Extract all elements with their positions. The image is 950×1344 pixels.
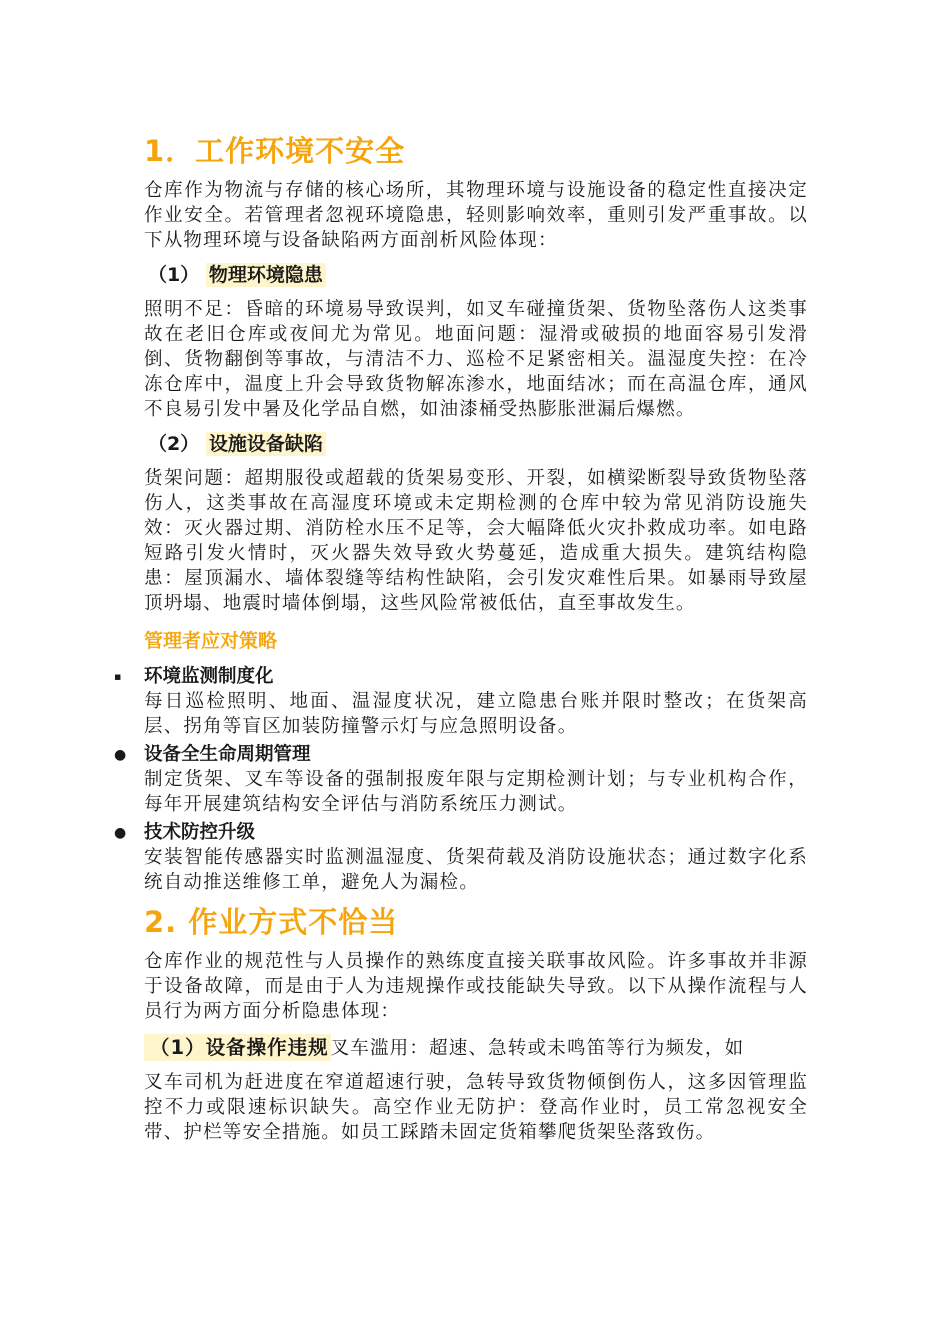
square-bullet-icon: ▪ — [114, 670, 122, 683]
strategy-title: 管理者应对策略 — [144, 630, 278, 652]
section-2-intro: 仓库作业的规范性与人员操作的熟练度直接关联事故风险。许多事故并非源于设备故障，而是由于人为违规操作或技能缺失导致。以下从操作流程与人员行为两方面分析隐患体现： — [144, 951, 808, 1022]
strategy-item-body: 安装智能传感器实时监测温湿度、货架荷载及消防设施状态；通过数字化系统自动推送维修工单，避免人为漏检。 — [144, 847, 808, 893]
round-bullet-icon: ● — [114, 825, 127, 841]
section-1-title: 1．工作环境不安全 — [144, 134, 406, 168]
subsection-2-1-inline-text: 叉车滥用：超速、急转或未鸣笛等行为频发，如 — [330, 1038, 745, 1059]
round-bullet-icon: ● — [114, 747, 127, 763]
subsection-2-1-heading — [144, 1034, 808, 1063]
section-2-title: 2. 作业方式不恰当 — [144, 905, 399, 939]
subsection-1-1-body: 照明不足：昏暗的环境易导致误判，如叉车碰撞货架、货物坠落伤人这类事故在老旧仓库或夜间尤为常见。地面问题：湿滑或破损的地面容易引发滑倒、货物翻倒等事故，与清洁不力、巡检不足紧密相关。温湿度失控：在冷冻仓库中，温度上升会导致货物解冻渗水，地面结冰；而在高温仓库，通风不良易引发中暑及化学品自燃，如油漆桶受热膨胀泄漏后爆燃。 — [144, 299, 808, 420]
strategy-item-title: 技术防控升级 — [144, 822, 256, 843]
strategy-item-title: 环境监测制度化 — [144, 666, 274, 687]
subsection-1-1-title: 物理环境隐患 — [206, 263, 326, 287]
subsection-1-1-label: （1） — [148, 264, 200, 286]
subsection-2-1-title: （1）设备操作违规 — [144, 1034, 331, 1061]
section-1-intro: 仓库作为物流与存储的核心场所，其物理环境与设施设备的稳定性直接决定作业安全。若管理者忽视环境隐患，轻则影响效率，重则引发严重事故。以下从物理环境与设备缺陷两方面剖析风险体现： — [144, 180, 808, 251]
strategy-item — [114, 742, 808, 817]
subsection-1-2-title: 设施设备缺陷 — [206, 432, 326, 456]
document-content — [114, 130, 808, 1145]
subsection-1-1-heading — [144, 262, 808, 288]
strategy-item-body: 制定货架、叉车等设备的强制报废年限与定期检测计划；与专业机构合作，每年开展建筑结构安全评估与消防系统压力测试。 — [144, 769, 808, 815]
strategy-list — [114, 664, 808, 895]
strategy-item-title: 设备全生命周期管理 — [144, 744, 311, 765]
strategy-item — [114, 820, 808, 895]
subsection-1-2-body: 货架问题：超期服役或超载的货架易变形、开裂，如横梁断裂导致货物坠落伤人，这类事故在高湿度环境或未定期检测的仓库中较为常见消防设施失效：灭火器过期、消防栓水压不足等，会大幅降低火灾扑救成功率。如电路短路引发火情时，灭火器失效导致火势蔓延，造成重大损失。建筑结构隐患：屋顶漏水、墙体裂缝等结构性缺陷，会引发灾难性后果。如暴雨导致屋顶坍塌、地震时墙体倒塌，这些风险常被低估，直至事故发生。 — [144, 468, 808, 614]
strategy-item — [114, 664, 808, 739]
subsection-2-1-body: 叉车司机为赶进度在窄道超速行驶，急转导致货物倾倒伤人，这多因管理监控不力或限速标识缺失。高空作业无防护：登高作业时，员工常忽视安全带、护栏等安全措施。如员工踩踏未固定货箱攀爬货架坠落致伤。 — [144, 1072, 808, 1143]
strategy-item-body: 每日巡检照明、地面、温湿度状况，建立隐患台账并限时整改；在货架高层、拐角等盲区加装防撞警示灯与应急照明设备。 — [144, 691, 808, 737]
subsection-1-2-heading — [144, 431, 808, 457]
subsection-1-2-label: （2） — [148, 433, 200, 455]
